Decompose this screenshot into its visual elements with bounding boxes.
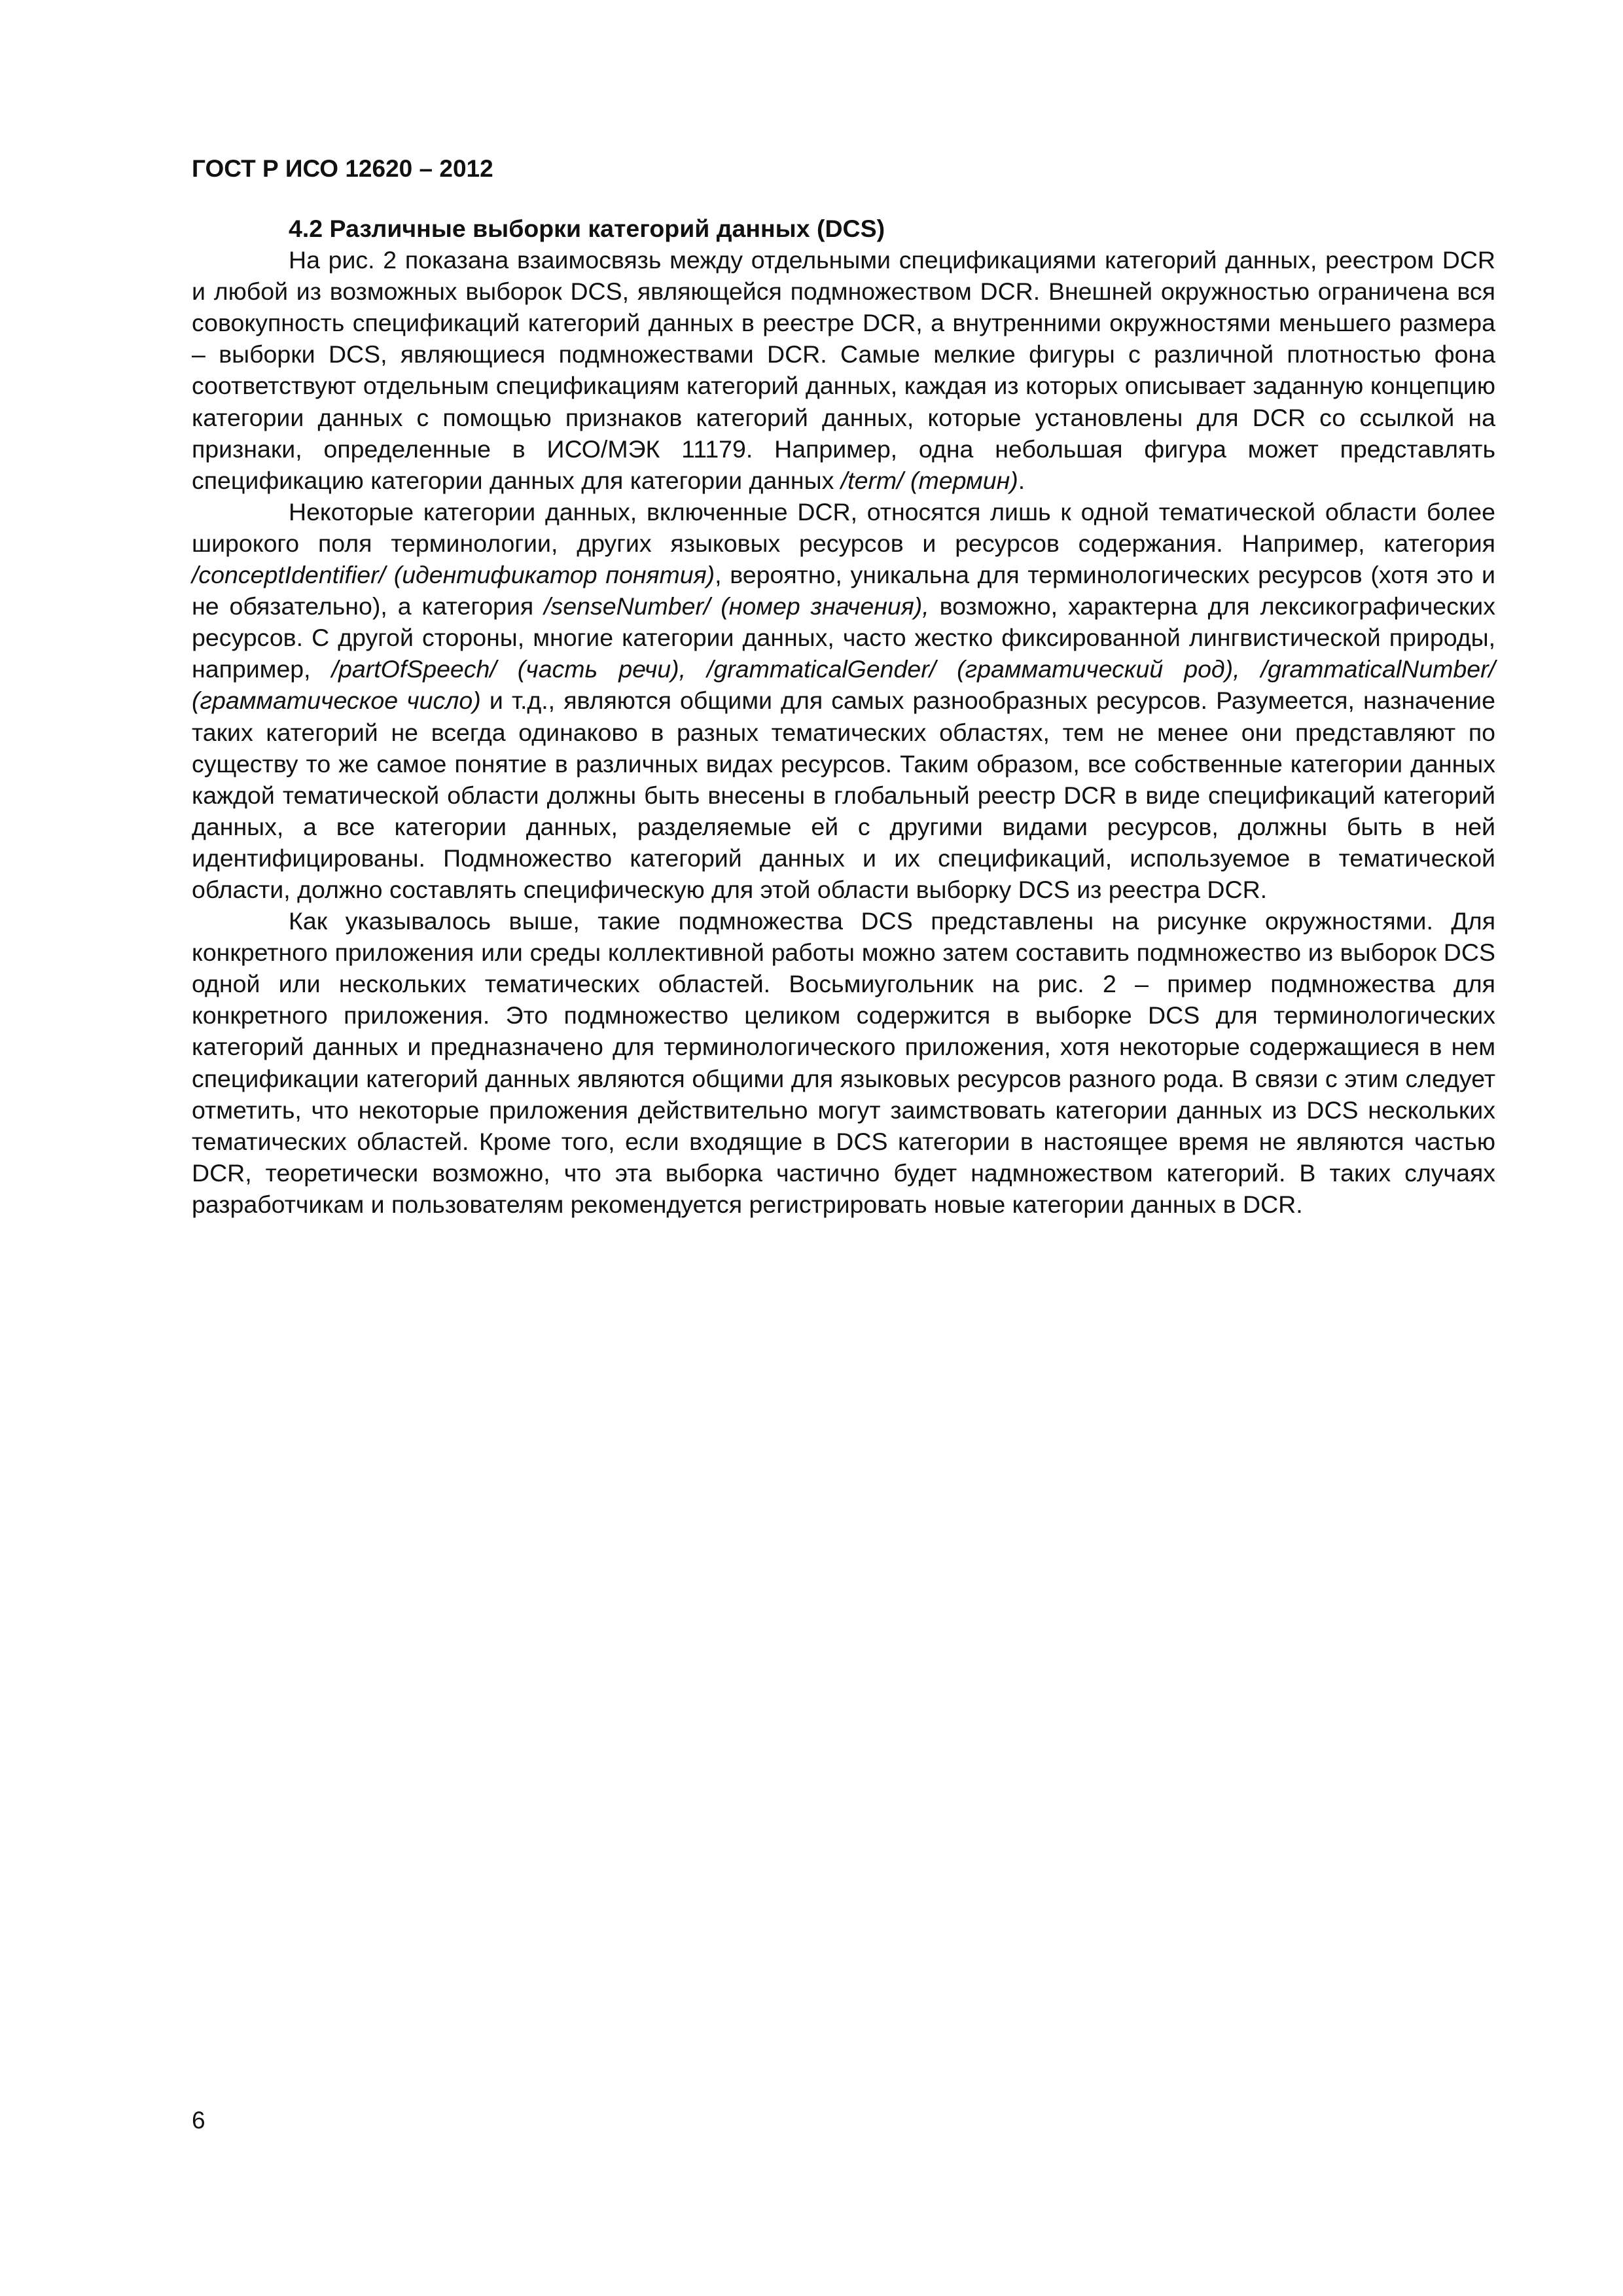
paragraph-text: Как указывалось выше, такие подмножества DCS представлены на рисунке окружностями. Для конкретного приложения или среды коллективной работы можно затем составить подмножество из выборок DCS одной или нескольких тематических областей. Восьмиугольник на рис. 2 – пример подмножества для конкретного приложения. Это подмножество целиком содержится в выборке DCS для терминологических категорий данных и предназначено для терминологического приложения, хотя некоторые содержащиеся в нем спецификации категорий данных являются общими для языковых ресурсов разного рода. В связи с этим следует отметить, что некоторые приложения действительно могут заимствовать категории данных из DCS нескольких тематических областей. Кроме того, если входящие в DCS категории в настоящее время не являются частью DCR, теоретически возможно, что эта выборка частично будет надмножеством категорий. В таких случаях разработчикам и пользователям рекомендуется регистрировать новые категории данных в DCR.	[192, 907, 1495, 1218]
paragraph-text: .	[1018, 466, 1026, 494]
paragraph-text: На рис. 2 показана взаимосвязь между отдельными спецификациями категорий данных, реестром DCR и любой из возможных выборок DCS, являющейся подмножеством DCR. Внешней окружностью ограничена вся совокупность спецификаций категорий данных в реестре DCR, а внутренними окружностями меньшего размера – выборки DCS, являющиеся подмножествами DCR. Самые мелкие фигуры с различной плотностью фона соответствуют отдельным спецификациям категорий данных, каждая из которых описывает заданную концепцию категории данных с помощью признаков категорий данных, которые установлены для DCR со ссылкой на признаки, определенные в ИСО/МЭК 11179. Например, одна небольшая фигура может представлять спецификацию категории данных для категории данных	[192, 246, 1495, 494]
paragraph-dcs-subsets	[192, 905, 1495, 1220]
section-title: 4.2 Различные выборки категорий данных (DCS)	[289, 215, 885, 242]
paragraph-text: возможно, характерна для лексикографических ресурсов. С другой стороны, многие категории данных, часто жестко фиксированной лингвистической природы, например,	[192, 592, 1495, 683]
document-body	[192, 213, 1495, 1220]
grammatical-categories-reference: /partOfSpeech/ (часть речи), /grammaticalGender/ (грамматический род), /grammaticalNumber/ (грамматическое число)	[192, 655, 1495, 715]
term-reference: /term/ (термин)	[840, 466, 1018, 494]
paragraph-figure-description	[192, 244, 1495, 496]
page-number: 6	[192, 2107, 205, 2134]
paragraph-text: , вероятно, уникальна для терминологических ресурсов (хотя это и не обязательно), а категория	[192, 561, 1495, 620]
concept-identifier-reference: /conceptIdentifier/ (идентификатор понятия)	[192, 561, 715, 589]
document-header: ГОСТ Р ИСО 12620 – 2012	[192, 155, 493, 182]
sense-number-reference: /senseNumber/ (номер значения),	[544, 592, 929, 620]
paragraph-text: и т.д., являются общими для самых разнообразных ресурсов. Разумеется, назначение таких категорий не всегда одинаково в разных тематических областях, тем не менее они представляют по существу то же самое понятие в различных видах ресурсов. Таким образом, все собственные категории данных каждой тематической области должны быть внесены в глобальный реестр DCR в виде спецификаций категорий данных, а все категории данных, разделяемые ей с другими видами ресурсов, должны быть в ней идентифицированы. Подмножество категорий данных и их спецификаций, используемое в тематической области, должно составлять специфическую для этой области выборку DCS из реестра DCR.	[192, 687, 1495, 903]
paragraph-text: Некоторые категории данных, включенные DCR, относятся лишь к одной тематической области более широкого поля терминологии, других языковых ресурсов и ресурсов содержания. Например, категория	[192, 497, 1495, 557]
paragraph-domain-categories	[192, 496, 1495, 905]
